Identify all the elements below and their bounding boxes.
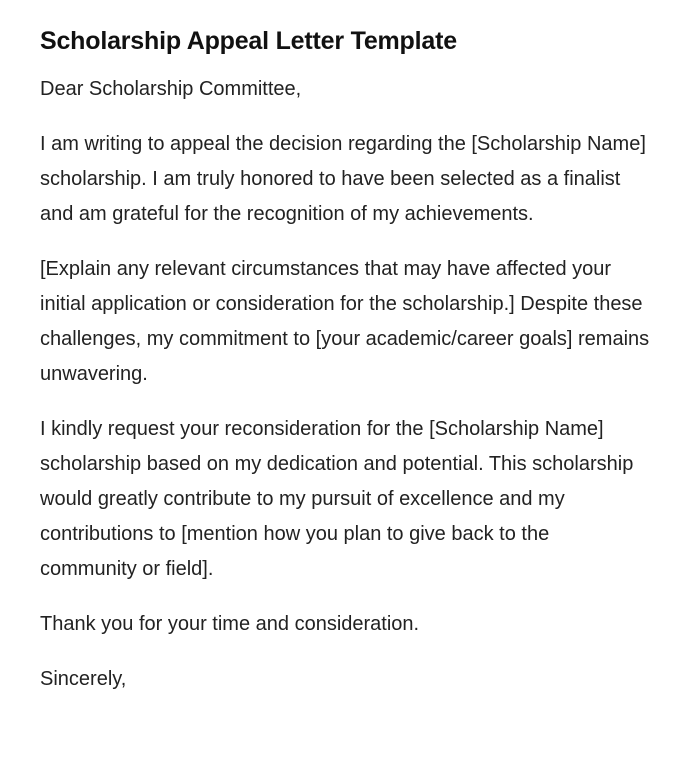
thanks-line: Thank you for your time and consideration. [40, 613, 420, 635]
paragraph-request: I kindly request your reconsideration for the [Scholarship Name] scholarship based on my dedication and potential. This scholarship would greatly contribute to my pursuit of excellence and my contributions to [mention how you plan to give back to the community or field]. [40, 418, 634, 580]
closing-line: Sincerely, [40, 668, 127, 690]
document-title: Scholarship Appeal Letter Template [40, 27, 457, 55]
paragraph-circumstances: [Explain any relevant circumstances that may have affected your initial application or consideration for the scholarship.] Despite these challenges, my commitment to [your academic/career goals] remains unwavering. [40, 258, 650, 385]
greeting: Dear Scholarship Committee, [40, 78, 302, 100]
paragraph-intro: I am writing to appeal the decision regarding the [Scholarship Name] scholarship. I am truly honored to have been selected as a finalist and am grateful for the recognition of my achievements. [40, 133, 646, 225]
